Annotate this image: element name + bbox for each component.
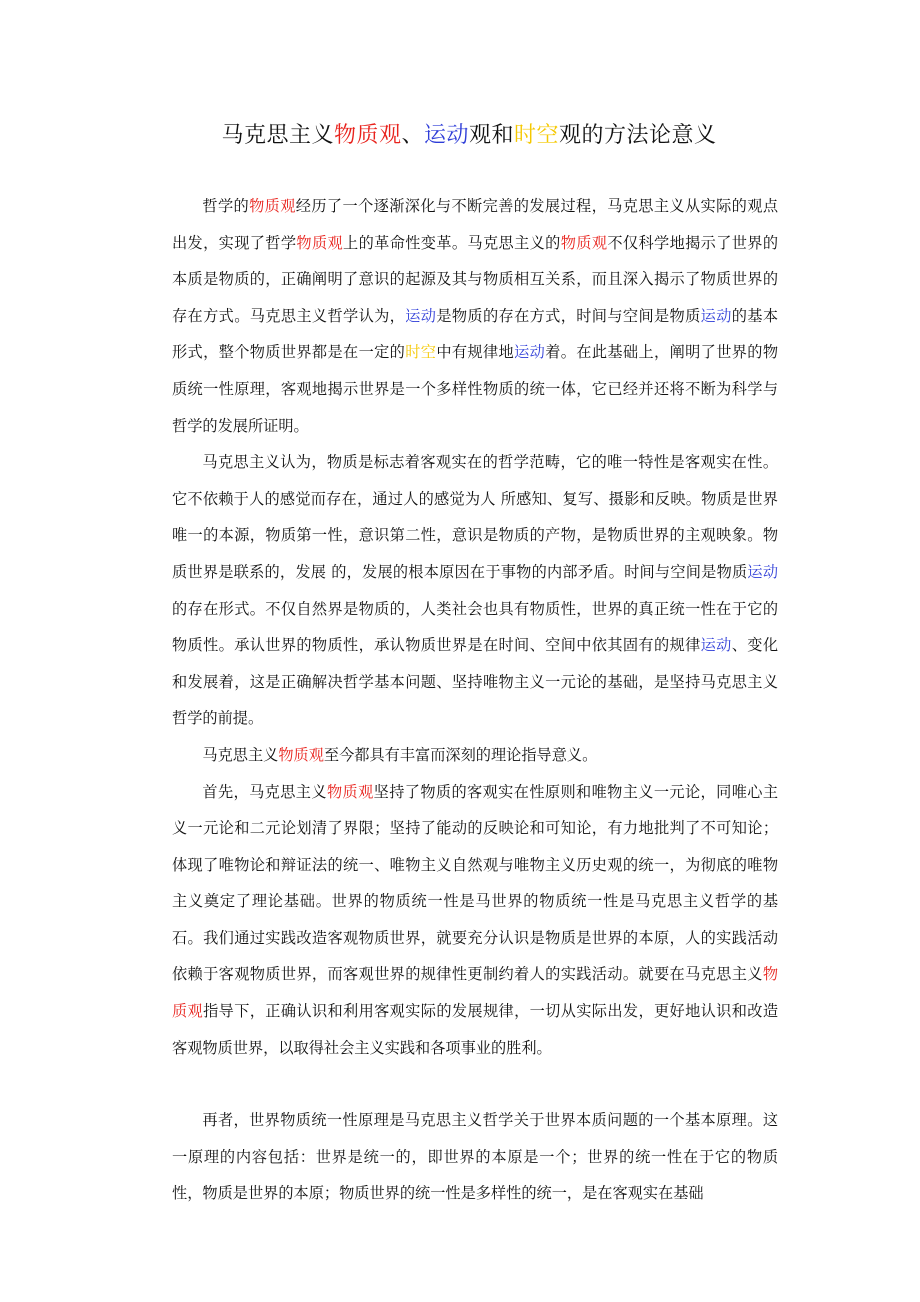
keyword-material-view: 物质观	[249, 197, 296, 215]
title-text: 、	[401, 123, 424, 148]
paragraph-5	[172, 1102, 778, 1212]
keyword-material-view: 物质观	[172, 965, 778, 1021]
keyword-motion: 运动	[700, 636, 732, 655]
text-run: 、变化和发展着，这是正确解决哲学基本问题、坚持唯物主义一元论的基础，是坚持马克思主义哲学的前提。	[172, 636, 779, 728]
text-run: 的基本形式，整个物质世界都是在一定的	[172, 306, 779, 362]
keyword-motion: 运动	[405, 306, 437, 325]
text-run: 的存在形式。不仅自然界是物质的，人类社会也具有物质性，世界的真正统一性在于它的物质性。承认世界的物质性，承认物质世界是在时间、空间中依其固有的规律	[172, 599, 778, 655]
keyword-motion: 运动	[747, 562, 779, 581]
paragraph-spacer	[172, 1066, 778, 1102]
title-text: 马克思主义	[221, 123, 334, 148]
text-run: 哲学的	[202, 197, 250, 215]
text-run: 至今都具有丰富而深刻的理论指导意义。	[323, 745, 598, 764]
keyword-material-view: 物质观	[333, 123, 402, 148]
keyword-material-view: 物质观	[278, 745, 324, 764]
text-run: 经历了一个逐渐深化与不断完善的发展过程，马克思主义从实际的观点出发，实现了哲学	[172, 197, 779, 252]
document-title	[172, 118, 778, 154]
keyword-material-view: 物质观	[560, 233, 608, 252]
keyword-motion: 运动	[700, 306, 732, 325]
keyword-space-time: 时空	[405, 343, 437, 362]
keyword-material-view: 物质观	[326, 782, 374, 801]
keyword-space-time: 时空	[514, 123, 560, 148]
text-run: 不仅科学地揭示了世界的本质是物质的，正确阐明了意识的起源及其与物质相互关系，而且深入揭示了物质世界的存在方式。马克思主义哲学认为，	[172, 233, 779, 325]
text-run: 中有规律地	[436, 343, 515, 362]
text-run: 上的革命性变革。马克思主义的	[343, 233, 561, 252]
text-run: 是物质的存在方式，时间与空间是物质	[436, 306, 701, 325]
text-run: 马克思主义认为，物质是标志着客观实在的哲学范畴，它的唯一特性是客观实在性。它不依赖于人的感觉而存在，通过人的感觉为人 所感知、复写、摄影和反映。物质是世界唯一的本源，物质第一性，意识第二性，意识是物质的产物，是物质世界的主观映象。物质世界是联系的，发展 的，发展的根本原因在于事物的内部矛盾。时间与空间是物质	[172, 453, 778, 581]
paragraph-1	[172, 188, 778, 444]
paragraph-3	[172, 737, 778, 774]
text-run: 着。在此基础上，阐明了世界的物质统一性原理，客观地揭示世界是一个多样性物质的统一体，它已经并还将不断为科学与哲学的发展所证明。	[172, 343, 779, 435]
title-text: 观的方法论意义	[559, 123, 717, 148]
text-run: 再者，世界物质统一性原理是马克思主义哲学关于世界本质问题的一个基本原理。这一原理的内容包括：世界是统一的，即世界的本原是一个；世界的统一性在于它的物质性，物质是世界的本原；物质世界的统一性是多样性的统一，是在客观实在基础	[172, 1111, 778, 1203]
paragraph-4	[172, 774, 778, 1067]
text-run: 首先，马克思主义	[202, 782, 327, 801]
paragraph-2	[172, 444, 778, 737]
title-text: 观和	[469, 123, 515, 148]
keyword-material-view: 物质观	[296, 233, 344, 252]
text-run: 指导下，正确认识和利用客观实际的发展规律，一切从实际出发，更好地认识和改造客观物质世界，以取得社会主义实践和各项事业的胜利。	[172, 1002, 779, 1057]
text-run: 坚持了物质的客观实在性原则和唯物主义一元论，同唯心主义一元论和二元论划清了界限；坚持了能动的反映论和可知论，有力地批判了不可知论；体现了唯物论和辩证法的统一、唯物主义自然观与唯物主义历史观的统一，为彻底的唯物主义奠定了理论基础。世界的物质统一性是马世界的物质统一性是马克思主义哲学的基石。我们通过实践改造客观物质世界，就要充分认识是物质是世界的本原，人的实践活动依赖于客观物质世界，而客观世界的规律性更制约着人的实践活动。就要在马克思主义	[172, 782, 779, 984]
text-run: 马克思主义	[202, 745, 279, 764]
keyword-motion: 运动	[423, 123, 469, 148]
keyword-motion: 运动	[514, 343, 546, 362]
